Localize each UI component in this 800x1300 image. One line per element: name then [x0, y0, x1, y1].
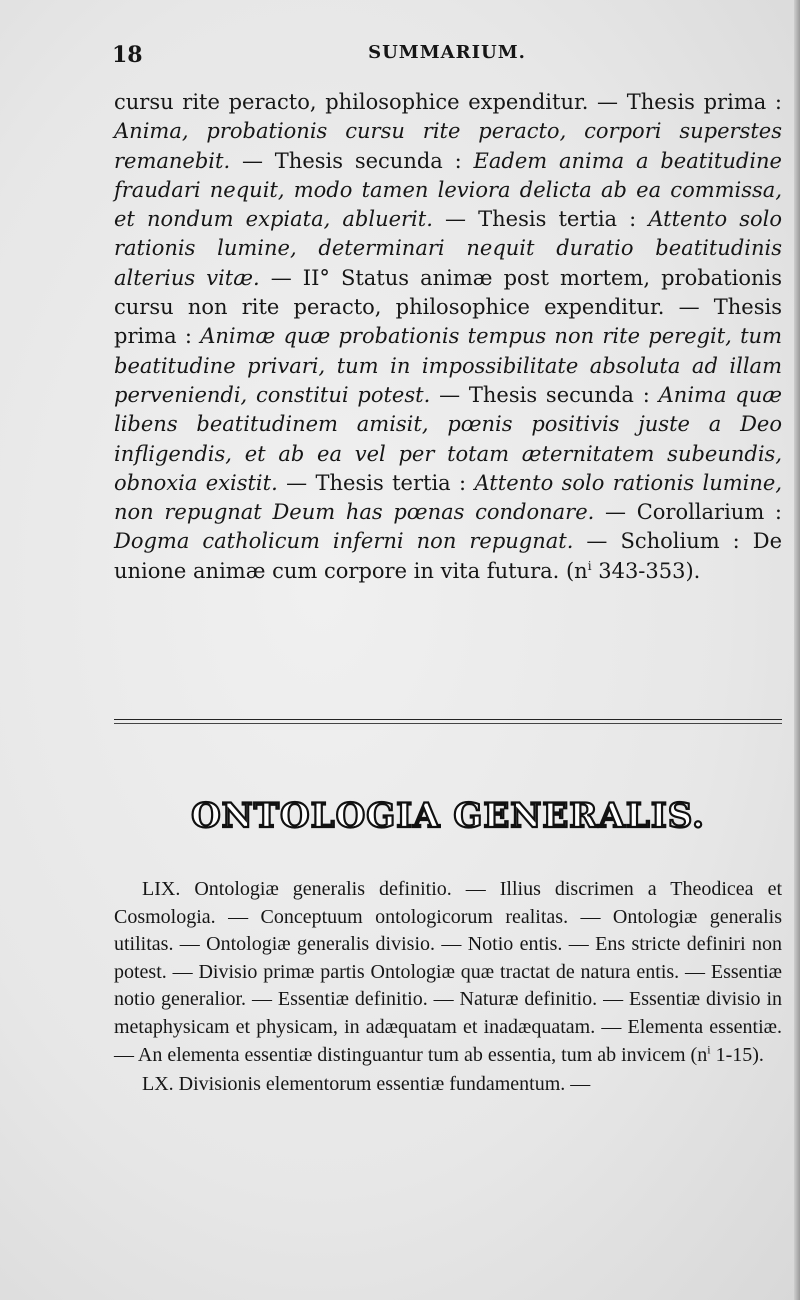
thesis-text-italic: Eadem anima a beatitudine fraudari nequit, modo tamen leviora delicta ab ea commissa, et nondum expiata, abluerit. [114, 148, 782, 232]
thesis-text-italic: Anima quæ libens beatitudinem amisit, pœnis positivis juste a Deo infligendis, et ab ea vel per totam æternitatem subeundis, obnoxia existit. [114, 382, 782, 495]
section-heading: ONTOLOGIA GENERALIS. [191, 796, 705, 836]
thesis-text-italic: Attento solo rationis lumine, non repugnat Deum has pœnas condonare. [114, 470, 783, 525]
thesis-text-italic: Anima, probationis cursu rite peracto, corpori superstes remanebit. [114, 119, 782, 173]
running-title: SUMMARIUM. [368, 42, 526, 63]
text-run: — Thesis secunda : [230, 148, 474, 173]
text-run: — Thesis tertia : [432, 207, 649, 232]
text-run: 1-15). [710, 1043, 764, 1066]
text-run: LIX. Ontologiæ generalis definitio. — Illius discrimen a Theodicea et Cosmologia. — Conceptuum ontologicorum realitas. — Ontologiæ generalis utilitas. — Ontologiæ generalis divisio. — Notio entis. — Ens stricte definiri non potest. — Divisio primæ partis Ontologiæ quæ tractat de natura entis. — Essentiæ notio generalior. — Essentiæ definitio. — Naturæ definitio. — Essentiæ divisio in metaphysicam et physicam, in adæquatam et inadæquatam. — Elementa essentiæ. — An elementa essentiæ distinguantur tum ab essentia, tum ab invicem (n [114, 878, 782, 1066]
summary-paragraph-anima [114, 88, 782, 586]
text-run: — Corollarium : [594, 500, 783, 525]
section-body-ontologia [114, 876, 782, 1099]
paragraph-lx: LX. Divisionis elementorum essentiæ fundamentum. — [142, 1073, 591, 1096]
superscript: i [707, 1041, 711, 1056]
text-run: cursu rite peracto, philosophice expenditur. — Thesis prima : [114, 90, 782, 114]
section-divider-rule-inner [114, 723, 782, 724]
corollary-text-italic: Dogma catholicum inferni non repugnat. [114, 529, 574, 554]
thesis-text-italic: Animæ quæ probationis tempus non rite peregit, tum beatitudine privari, tum in impossibilitate absoluta ad illam perveniendi, constitui potest. [114, 324, 782, 407]
thesis-text-italic: Attento solo rationis lumine, determinari nequit duratio beatitudinis alterius vitæ. [114, 207, 782, 290]
superscript: i [587, 558, 592, 573]
page-edge-shadow [794, 0, 800, 1300]
text-run: — Thesis tertia : [277, 470, 475, 495]
text-run: — II° Status animæ post mortem, probationis cursu non rite peracto, philosophice expenditur. — Thesis prima : [114, 265, 782, 349]
page-number: 18 [112, 42, 143, 68]
paragraph-lix [114, 876, 782, 1069]
text-run: 343-353). [591, 558, 701, 583]
text-run: — Scholium : De unione animæ cum corpore in vita futura. (n [114, 529, 783, 583]
running-head [112, 38, 782, 74]
text-run: — Thesis secunda : [430, 382, 659, 407]
section-divider-rule [114, 719, 782, 720]
